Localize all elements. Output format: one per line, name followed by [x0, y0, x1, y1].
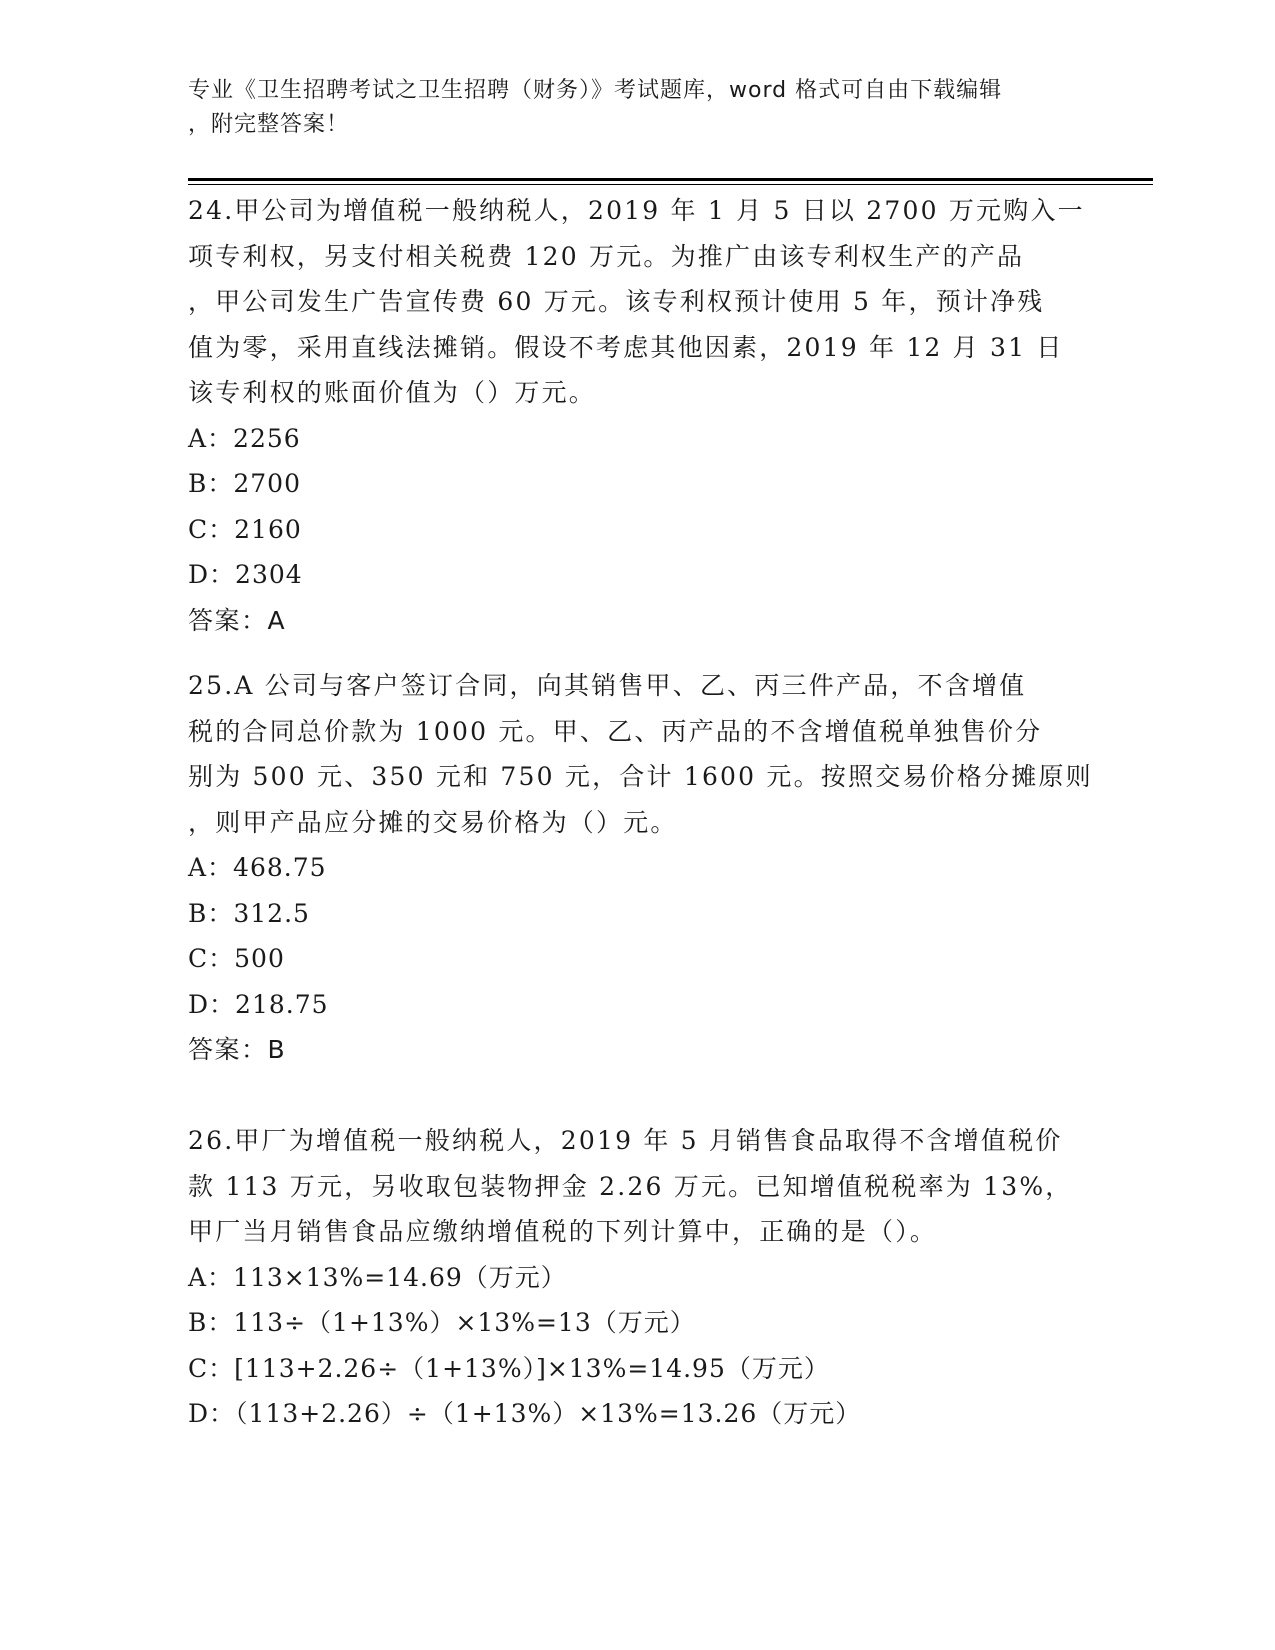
- question-text: [188, 188, 1188, 416]
- question-line: ，则甲产品应分摊的交易价格为（）元。: [188, 807, 678, 837]
- option-d: D：218.75: [188, 989, 329, 1019]
- question-line: 26.甲厂为增值税一般纳税人，2019 年 5 月销售食品取得不含增值税价: [188, 1126, 1063, 1155]
- question-line: 款 113 万元，另收取包装物押金 2.26 万元。已知增值税税率为 13%，: [188, 1171, 1073, 1201]
- header-divider-thin: [188, 184, 1153, 185]
- option-c: C：[113+2.26÷（1+13%）]×13%=14.95（万元）: [188, 1353, 830, 1383]
- question-line: 别为 500 元、350 元和 750 元，合计 1600 元。按照交易价格分摊原则: [188, 762, 1093, 791]
- option-a: A：113×13%=14.69（万元）: [188, 1262, 567, 1292]
- option-d: D：（113+2.26）÷（1+13%）×13%=13.26（万元）: [188, 1399, 862, 1428]
- question-text: [188, 1118, 1188, 1255]
- option-a: A：468.75: [188, 853, 327, 882]
- header-line: 专业《卫生招聘考试之卫生招聘（财务）》考试题库，word 格式可自由下载编辑: [188, 78, 1003, 103]
- question-line: 24.甲公司为增值税一般纳税人，2019 年 1 月 5 日以 2700 万元购入一: [188, 196, 1085, 225]
- document-header: [188, 74, 1088, 142]
- question-25: [188, 663, 1188, 1073]
- header-line: ，附完整答案！: [188, 112, 350, 137]
- option-c: C：500: [188, 944, 285, 973]
- question-text: [188, 663, 1188, 845]
- question-line: 甲厂当月销售食品应缴纳增值税的下列计算中，正确的是（）。: [188, 1217, 938, 1246]
- option-c: C：2160: [188, 514, 302, 544]
- question-line: 该专利权的账面价值为（）万元。: [188, 378, 597, 407]
- question-24: [188, 188, 1188, 643]
- question-26: [188, 1118, 1188, 1437]
- question-line: 值为零，采用直线法摊销。假设不考虑其他因素，2019 年 12 月 31 日: [188, 332, 1064, 362]
- option-a: A：2256: [188, 423, 301, 453]
- option-b: B：312.5: [188, 898, 310, 928]
- option-b: B：2700: [188, 469, 301, 498]
- answer-label: 答案：B: [188, 1035, 287, 1064]
- question-line: 项专利权，另支付相关税费 120 万元。为推广由该专利权生产的产品: [188, 241, 1025, 271]
- answer-label: 答案：A: [188, 605, 287, 635]
- question-line: ，甲公司发生广告宣传费 60 万元。该专利权预计使用 5 年，预计净残: [188, 287, 1045, 316]
- header-divider: [188, 178, 1153, 181]
- option-b: B：113÷（1+13%）×13%=13（万元）: [188, 1308, 696, 1337]
- option-d: D：2304: [188, 560, 303, 589]
- question-line: 25.A 公司与客户签订合同，向其销售甲、乙、丙三件产品，不含增值: [188, 671, 1027, 700]
- question-line: 税的合同总价款为 1000 元。甲、乙、丙产品的不含增值税单独售价分: [188, 716, 1043, 746]
